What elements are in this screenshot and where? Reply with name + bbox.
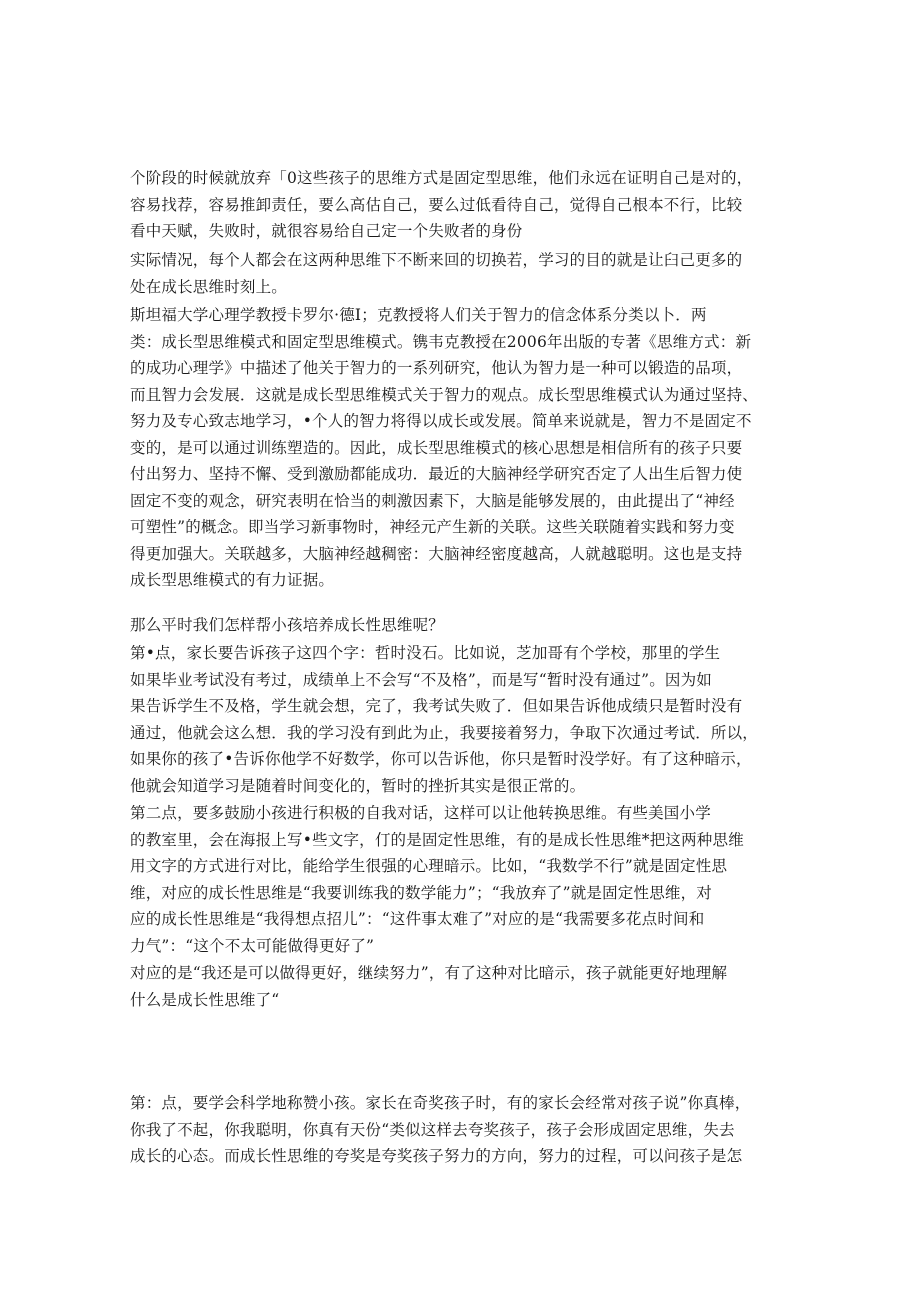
text-line: 通过，他就会这么想．我的学习没有到此为止，我要接着努力，争取下次通过考试．所以， (130, 723, 759, 742)
text-line: 你我了不起，你我聪明，你真有天份“类似这样去夸奖孩子，孩子会形成固定思维，失去 (130, 1120, 735, 1139)
text-line: 第•点，家长要告诉孩子这四个字：哲时没石。比如说，芝加哥有个学校，那里的学生 (130, 644, 721, 662)
text-line: 第：点，要学会科学地称赞小孩。家长在奇奖孩子时，有的家长会经常对孩子说”你真棒， (130, 1094, 751, 1112)
paragraph-point-one (130, 640, 800, 799)
text-line: 个阶段的时候就放弃「0这些孩子的思维方式是固定型思维，他们永远在证明自己是对的， (130, 169, 753, 187)
text-line: 固定不变的观念，研究表明在恰当的刺激因素下，大脑是能够发展的，由此提出了“神经 (130, 491, 735, 510)
text-line: 对应的是“我还是可以做得更好，继续努力”，有了这种对比暗示，孩子就能更好地理解 (130, 964, 728, 982)
text-line: 那么平时我们怎样帮小孩培养成长性思维呢？ (130, 616, 445, 634)
text-line: 维，对应的成长性思维是“我要训练我的数学能力”；“我放弃了”就是固定性思维，对 (130, 883, 712, 902)
paragraph-point-two (130, 800, 800, 959)
text-line: 什么是成长性思维了“ (130, 990, 280, 1009)
text-line: 用文字的方式进行对比，能给学生很强的心理暗示。比如，“我数学不行”就是固定性思 (130, 857, 728, 875)
text-line: 如果毕业考试没有考过，成绩单上不会写“不及格”，而是写“暂时没有通过”。因为如 (130, 670, 712, 689)
text-line: 果告诉学生不及格，学生就会想，完了，我考试失败了．但如果告诉他成绩只是暂时没有 (130, 697, 743, 715)
text-line: 第二点，要多鼓励小孩进行积极的自我对话，这样可以让他转换思维。有些美国小学 (130, 804, 711, 822)
text-line: 努力及专心致志地学习，•个人的智力将得以成长或发展。简单来说就是，智力不是固定不 (130, 412, 752, 430)
text-line: 看中天赋，失败时，就很容易给自己定一个失败者的身份 (130, 222, 523, 240)
text-line: 容易找荐，容易推卸责任，要么高估自己，要么过低看待自己，觉得自己根本不行，比较 (130, 195, 743, 214)
paragraph-switching (130, 247, 800, 300)
text-line: 得更加强大。关联越多，大脑神经越稠密：大脑神经密度越高，人就越聪明。这也是支持 (130, 544, 743, 563)
text-line: 成长的心态。而成长性思维的夸奖是夸奖孩子努力的方向，努力的过程，可以问孩子是怎 (130, 1147, 743, 1165)
paragraph-fixed-mindset-intro (130, 165, 800, 245)
text-line: 变的，是可以通过训练塑造的。因此，成长型思维模式的核心思想是相信所有的孩子只要 (130, 438, 743, 457)
text-line: 实际情况，每个人都会在这两种思维下不断来回的切换若，学习的目的就是让臼己更多的 (130, 251, 743, 269)
text-line: 可塑性”的概念。即当学习新事物时，神经元产生新的关联。这些关联随着实践和努力变 (130, 518, 735, 536)
text-line: 力气”：“这个不太可能做得更好了” (130, 936, 375, 955)
text-line: 类：成长型思维模式和固定型思维模式。镌韦克教授在2006年出版的专著《思维方式：新 (130, 332, 752, 351)
text-line: 付出努力、坚持不懈、受到激励都能成功．最近的大脑神经学研究否定了人出生后智力使 (130, 465, 743, 483)
text-line: 应的成长性思维是“我得想点招儿”：“这件事太难了”对应的是“我需要多花点时间和 (130, 910, 705, 928)
text-line: 的成功心理学》中描述了他关于智力的一系列研究，他认为智力是一种可以锻造的品项， (130, 359, 743, 377)
paragraph-question (130, 612, 800, 639)
paragraph-contrast (130, 960, 800, 1013)
text-line: 处在成长思维时刻上。 (130, 277, 288, 296)
text-line: 的教室里，会在海报上写•些文字，仃的是固定性思维，有的是成长性思维*把这两种思维 (130, 830, 744, 849)
text-line: 斯坦福大学心理学教授卡罗尔·德I；克教授将人们关于智力的信念体系分类以卜．两 (130, 306, 707, 324)
text-line: 如果你的孩了•告诉你他学不好数学，你可以告诉他，你只是暂时没学好。有了这种暗示， (130, 750, 752, 768)
paragraph-point-three (130, 1090, 800, 1170)
text-line: 他就会知道学习是随着时间变化的，暂时的挫折其实是很正常的。 (130, 776, 586, 795)
text-line: 而且智力会发展．这就是成长型思维模式关于智力的观点。成长型思维模式认为通过坚持、 (130, 385, 759, 404)
text-line: 成长型思维模式的有力证据。 (130, 571, 335, 589)
paragraph-dweck-research (130, 302, 800, 594)
